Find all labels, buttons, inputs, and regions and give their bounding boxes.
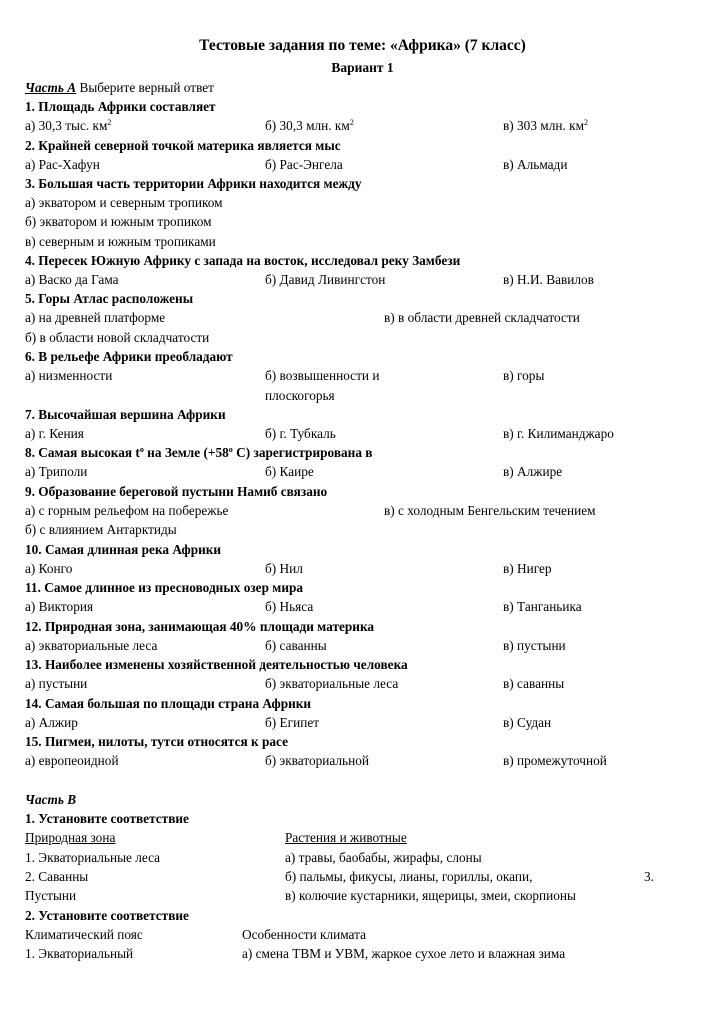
variant-label: Вариант 1 [331, 60, 394, 75]
b2-left-item-1: 1. Экваториальный [25, 946, 134, 961]
question-14: 14. Самая большая по площади страна Африки [25, 696, 312, 711]
q13-option-b: б) экваториальные леса [265, 676, 399, 691]
q14-option-c: в) Судан [503, 715, 552, 730]
q3-option-a: а) экватором и северным тропиком [25, 195, 223, 210]
q15-option-a: а) европеоидной [25, 753, 119, 768]
q3-option-b: б) экватором и южным тропиком [25, 214, 212, 229]
part-b-question-1: 1. Установите соответствие [25, 811, 189, 826]
part-a-header [25, 80, 214, 96]
q8-option-a: а) Триполи [25, 464, 88, 479]
b1-left-item-1: 1. Экваториальные леса [25, 850, 161, 865]
q14-option-a: а) Алжир [25, 715, 78, 730]
question-8: 8. Самая высокая $t^o$ на Земле ($+58^o$ С) зарегистрирована в [25, 445, 373, 460]
q6-option-c: в) горы [503, 368, 545, 383]
part-a-instruction: Выберите верный ответ [76, 80, 214, 95]
q7-option-c: в) г. Килиманджаро [503, 426, 614, 441]
q2-option-a: а) Рас-Хафун [25, 157, 100, 172]
q4-option-c: в) Н.И. Вавилов [503, 272, 594, 287]
q3-option-c: в) северным и южным тропиками [25, 234, 216, 249]
q8-option-c: в) Алжире [503, 464, 563, 479]
q13-option-a: а) пустыни [25, 676, 88, 691]
part-b-question-2: 2. Установите соответствие [25, 908, 189, 923]
q8-option-b: б) Каире [265, 464, 314, 479]
question-15: 15. Пигмеи, нилоты, тутси относятся к расе [25, 734, 289, 749]
q4-option-a: а) Васко да Гама [25, 272, 119, 287]
q14-option-b: б) Египет [265, 715, 320, 730]
question-6: 6. В рельефе Африки преобладают [25, 349, 233, 364]
b1-left-item-2: 2. Саванны [25, 869, 89, 884]
q7-option-a: а) г. Кения [25, 426, 84, 441]
q6-option-a: а) низменности [25, 368, 113, 383]
q5-option-b: б) в области новой складчатости [25, 330, 210, 345]
b1-right-item-a: а) травы, баобабы, жирафы, слоны [285, 850, 482, 865]
q11-option-b: б) Ньяса [265, 599, 314, 614]
b1-right-item-c: в) колючие кустарники, ящерицы, змеи, скорпионы [285, 888, 576, 903]
question-7: 7. Высочайшая вершина Африки [25, 407, 226, 422]
q6-option-b-line1: б) возвышенности и [265, 368, 380, 383]
question-13: 13. Наиболее изменены хозяйственной деятельностью человека [25, 657, 408, 672]
question-11: 11. Самое длинное из пресноводных озер мира [25, 580, 304, 595]
q10-option-c: в) Нигер [503, 561, 552, 576]
q1-option-c: в) 303 млн. $км^2$ [503, 118, 588, 133]
q7-option-b: б) г. Тубкаль [265, 426, 336, 441]
question-9: 9. Образование береговой пустыни Намиб связано [25, 484, 328, 499]
question-1: 1. Площадь Африки составляет [25, 99, 216, 114]
b1-left-item-3-number: 3. [644, 869, 654, 884]
q5-option-c: в) в области древней складчатости [384, 310, 580, 325]
b2-right-item-a: а) смена ТВМ и УВМ, жаркое сухое лето и влажная зима [242, 946, 566, 961]
q4-option-b: б) Давид Ливингстон [265, 272, 386, 287]
q12-option-c: в) пустыни [503, 638, 566, 653]
q9-option-c: в) с холодным Бенгельским течением [384, 503, 596, 518]
q11-option-c: в) Танганьика [503, 599, 582, 614]
q13-option-c: в) саванны [503, 676, 565, 691]
question-5: 5. Горы Атлас расположены [25, 291, 194, 306]
b1-left-heading: Природная зона [25, 830, 116, 845]
b2-left-heading: Климатический пояс [25, 927, 143, 942]
b1-right-item-b: б) пальмы, фикусы, лианы, гориллы, окапи, [285, 869, 533, 884]
q5-option-a: а) на древней платформе [25, 310, 166, 325]
q1-option-b: б) 30,3 млн. $км^2$ [265, 118, 354, 133]
b1-left-item-3: Пустыни [25, 888, 77, 903]
q2-option-b: б) Рас-Энгела [265, 157, 343, 172]
part-b-label: Часть В [25, 792, 77, 807]
question-3: 3. Большая часть территории Африки находится между [25, 176, 362, 191]
question-10: 10. Самая длинная река Африки [25, 542, 222, 557]
q6-option-b-line2: плоскогорья [265, 388, 335, 403]
q10-option-a: а) Конго [25, 561, 73, 576]
page-title: Тестовые задания по теме: «Африка» (7 класс) [199, 37, 526, 54]
q9-option-a: а) с горным рельефом на побережье [25, 503, 229, 518]
q2-option-c: в) Альмади [503, 157, 568, 172]
q9-option-b: б) с влиянием Антарктиды [25, 522, 177, 537]
question-4: 4. Пересек Южную Африку с запада на восток, исследовал реку Замбези [25, 253, 461, 268]
q15-option-b: б) экваториальной [265, 753, 369, 768]
q11-option-a: а) Виктория [25, 599, 94, 614]
part-a-label: Часть А [25, 80, 77, 95]
q12-option-b: б) саванны [265, 638, 327, 653]
q12-option-a: а) экваториальные леса [25, 638, 158, 653]
q10-option-b: б) Нил [265, 561, 303, 576]
q15-option-c: в) промежуточной [503, 753, 607, 768]
b1-right-heading: Растения и животные [285, 830, 407, 845]
b2-right-heading: Особенности климата [242, 927, 366, 942]
question-12: 12. Природная зона, занимающая 40% площади материка [25, 619, 375, 634]
question-2: 2. Крайней северной точкой материка является мыс [25, 138, 341, 153]
q1-option-a: а) 30,3 тыс. $км^2$ [25, 118, 112, 133]
